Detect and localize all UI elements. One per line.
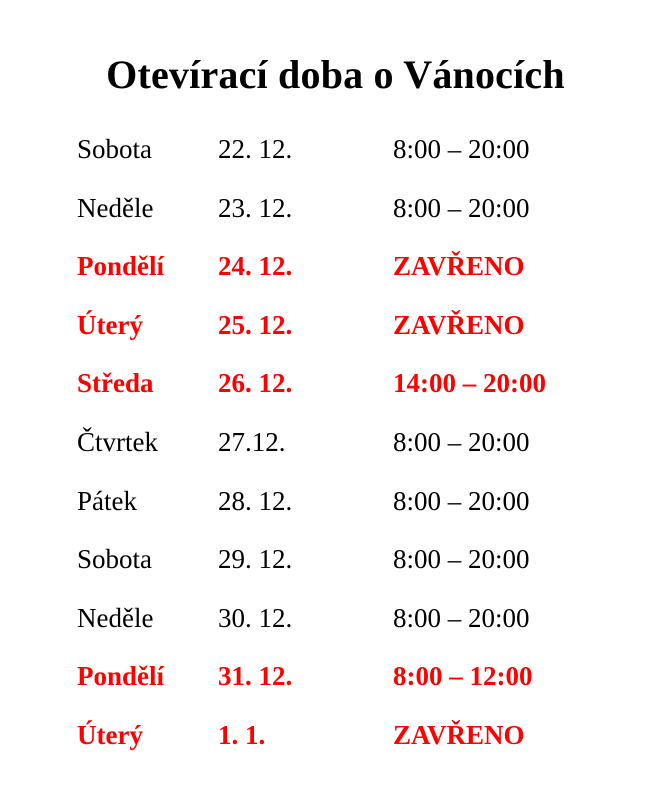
hours-label: 8:00 – 20:00 — [393, 485, 530, 516]
schedule-row — [77, 306, 637, 365]
schedule-row — [77, 364, 637, 423]
day-label: Úterý — [77, 309, 143, 340]
schedule-row — [77, 247, 637, 306]
schedule-row — [77, 599, 637, 658]
date-label: 29. 12. — [218, 544, 293, 575]
hours-label: 8:00 – 20:00 — [393, 426, 530, 457]
day-label: Neděle — [77, 192, 154, 223]
schedule-row — [77, 482, 637, 541]
schedule-row — [77, 423, 637, 482]
hours-label: ZAVŘENO — [393, 309, 525, 340]
day-label: Pátek — [77, 485, 137, 516]
date-label: 24. 12. — [218, 251, 293, 282]
day-label: Pondělí — [77, 661, 165, 692]
day-label: Pondělí — [77, 251, 165, 282]
hours-label: 8:00 – 12:00 — [393, 661, 533, 692]
date-label: 25. 12. — [218, 309, 293, 340]
schedule-row — [77, 189, 637, 248]
date-label: 26. 12. — [218, 368, 293, 399]
day-label: Neděle — [77, 602, 154, 633]
hours-label: 14:00 – 20:00 — [393, 368, 546, 399]
day-label: Středa — [77, 368, 154, 399]
date-label: 27.12. — [218, 426, 286, 457]
schedule-row — [77, 716, 637, 775]
page-title: Otevírací doba o Vánocích — [106, 51, 565, 97]
schedule-row — [77, 657, 637, 716]
date-label: 22. 12. — [218, 134, 293, 164]
date-label: 23. 12. — [218, 192, 293, 223]
opening-hours-table — [77, 130, 637, 775]
date-label: 31. 12. — [218, 661, 293, 692]
date-label: 30. 12. — [218, 602, 293, 633]
schedule-row — [77, 130, 637, 189]
date-label: 28. 12. — [218, 485, 293, 516]
hours-label: 8:00 – 20:00 — [393, 192, 530, 223]
hours-label: ZAVŘENO — [393, 251, 525, 282]
hours-label: 8:00 – 20:00 — [393, 544, 530, 575]
day-label: Čtvrtek — [77, 426, 158, 457]
hours-label: 8:00 – 20:00 — [393, 134, 530, 164]
hours-label: ZAVŘENO — [393, 719, 525, 750]
day-label: Sobota — [77, 134, 153, 164]
hours-label: 8:00 – 20:00 — [393, 602, 530, 633]
day-label: Úterý — [77, 719, 143, 750]
day-label: Sobota — [77, 544, 153, 575]
schedule-row — [77, 540, 637, 599]
date-label: 1. 1. — [218, 719, 266, 750]
